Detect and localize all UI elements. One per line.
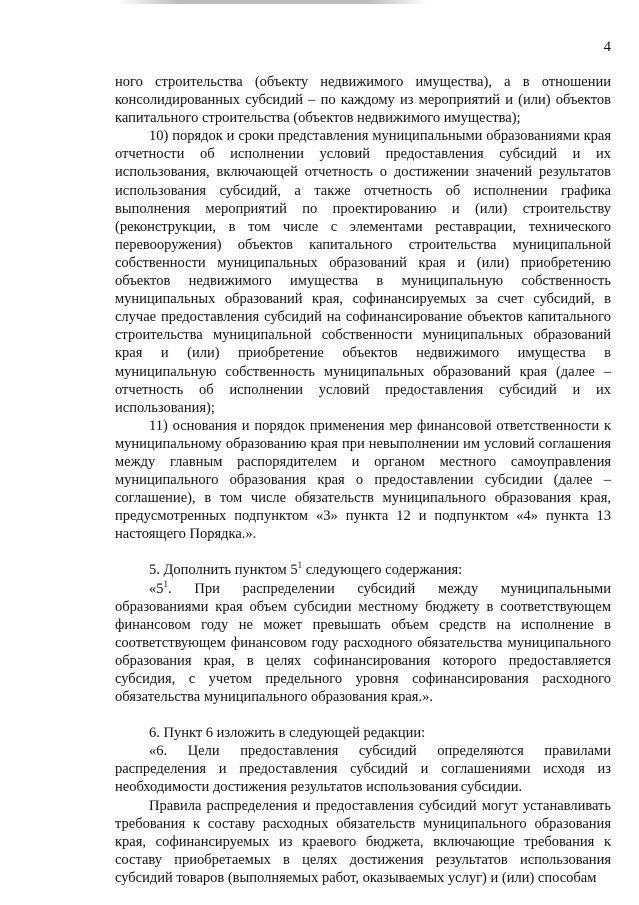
superscript: 1 bbox=[297, 560, 303, 571]
paragraph-item-11: 11) основания и порядок применения мер финансовой ответственности к муниципальному образованию края при невыполнении им условий соглашения между главным распорядителем и органом местного самоуправления муниципального образования края о предоставлении субсидии (далее – соглашение), в том числе обязательств муниципального образования края, предусмотренных подпунктом «3» пункта 12 и подпунктом «4» пункта 13 настоящего Порядка.». bbox=[115, 417, 611, 543]
paragraph-amendment-6: 6. Пункт 6 изложить в следующей редакции: bbox=[149, 725, 426, 742]
paragraph-rules: Правила распределения и предоставления субсидий могут устанавливать требования к составу расходных обязательств муниципального образования края, софинансируемых из краевого бюджета, включающие требования к составу приобретаемых в целях достижения результатов использования субсидий товаров (выполняемых работ, оказываемых услуг) и (или) способам bbox=[115, 797, 611, 886]
point-5-1-text: «5 bbox=[149, 580, 164, 597]
paragraph-item-10: 10) порядок и сроки представления муниципальными образованиями края отчетности об исполнении условий предоставления субсидий и их использования, включающей отчетность о достижении значений результатов использования субсидий, а также отчетность об исполнении графика выполнения мероприятий по проектированию и (или) строительству (реконструкции, в том числе с элементами реставрации, технического перевооружения) объектов капитального строительства муниципальной собственности муниципальных образований края и (или) приобретению объектов недвижимого имущества в муниципальную собственность муниципальных образований края, софинансируемых за счет субсидий, в случае предоставления субсидий на софинансирование объектов капитального строительства муниципальной собственности муниципальных образований края и (или) приобретение объектов недвижимого имущества в муниципальную собственность муниципальных образований края (далее – отчетность об исполнении условий предоставления субсидий и их использования); bbox=[115, 128, 611, 416]
superscript: 1 bbox=[163, 578, 168, 589]
paragraph-point-5-1 bbox=[115, 580, 611, 707]
paragraph-continuation: ного строительства (объекту недвижимого имущества), а в отношении консолидированных субсидий – по каждому из мероприятий и (или) объектов капитального строительства (объектов недвижимого имущества); bbox=[115, 74, 611, 127]
paragraph-amendment-5 bbox=[115, 561, 611, 579]
page-number: 4 bbox=[603, 39, 611, 55]
amendment-5-text: 5. Дополнить пунктом 5 bbox=[149, 562, 298, 579]
document-body bbox=[115, 73, 611, 887]
paragraph-point-6: «6. Цели предоставления субсидий определяются правилами распределения и предоставления субсидий и соглашениями исходя из необходимости достижения результатов использования субсидии. bbox=[115, 743, 611, 796]
point-5-1-text-tail: . При распределении субсидий между муниципальными образованиями края объем субсидии местному бюджету в соответствующем финансовом году не может превышать объем средств на исполнение в соответствующем финансовом году расходного обязательства муниципального образования края, в целях софинансирования которого предоставляется субсидия, с учетом предельного уровня софинансирования расходного обязательства муниципального образования края.». bbox=[115, 580, 611, 706]
scan-edge-artifact bbox=[118, 0, 428, 4]
amendment-5-text-tail: следующего содержания: bbox=[302, 562, 463, 579]
